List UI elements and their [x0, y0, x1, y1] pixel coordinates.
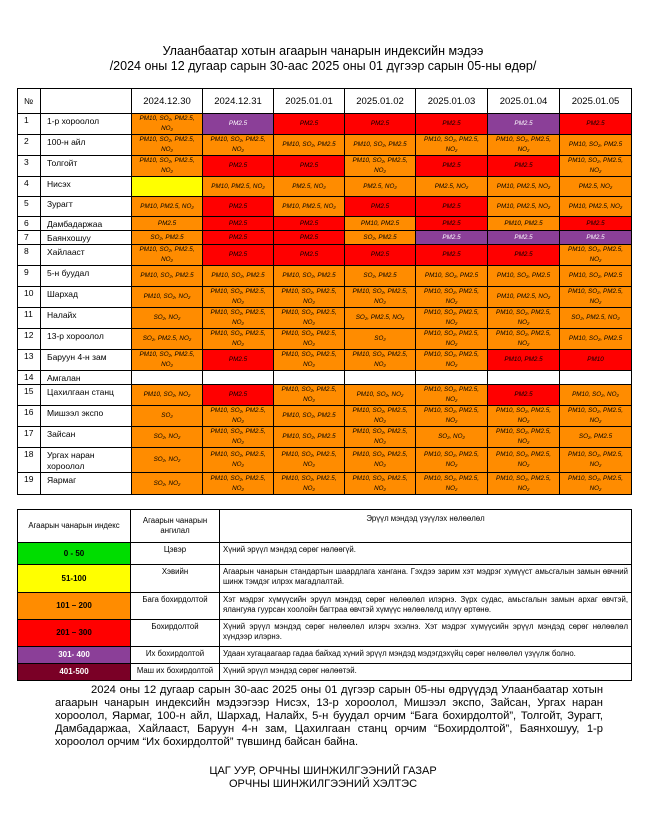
- pollutant-cell: PM10, SO₂, PM2.5: [560, 135, 632, 156]
- pollutant-cell: PM10, PM2.5, NO₂: [488, 177, 560, 197]
- row-number: 16: [18, 406, 41, 427]
- aqi-range: 101 – 200: [18, 593, 131, 620]
- legend-row: [18, 647, 632, 664]
- table-row: [18, 266, 632, 287]
- pollutant-cell: PM10, SO₂, PM2.5: [132, 266, 203, 287]
- pollutant-cell: PM10, SO₂, PM2.5, NO₂: [416, 308, 488, 329]
- pollutant-cell: PM10, SO₂, PM2.5, NO₂: [132, 114, 203, 135]
- pollutant-cell: PM2.5: [416, 231, 488, 245]
- table-row: [18, 156, 632, 177]
- pollutant-cell: PM10, SO₂, PM2.5, NO₂: [416, 287, 488, 308]
- pollutant-cell: PM10, SO₂, PM2.5, NO₂: [416, 473, 488, 495]
- row-number: 4: [18, 177, 41, 197]
- date-header: 2024.12.30: [132, 89, 203, 114]
- pollutant-cell: PM10, SO₂, PM2.5, NO₂: [274, 473, 345, 495]
- pollutant-cell: PM10, SO₂, PM2.5, NO₂: [345, 448, 416, 473]
- pollutant-cell: SO₂, PM2.5: [345, 266, 416, 287]
- row-number: 8: [18, 245, 41, 266]
- row-number: 11: [18, 308, 41, 329]
- summary-paragraph: [55, 684, 603, 749]
- row-number: 9: [18, 266, 41, 287]
- pollutant-cell: PM10, SO₂, PM2.5, NO₂: [488, 308, 560, 329]
- pollutant-cell: PM10, SO₂, PM2.5, NO₂: [416, 135, 488, 156]
- pollutant-cell: PM2.5: [488, 385, 560, 406]
- table-row: [18, 177, 632, 197]
- table-row: [18, 427, 632, 448]
- pollutant-cell: PM10, SO₂, PM2.5, NO₂: [203, 406, 274, 427]
- aqi-range: 51-100: [18, 565, 131, 593]
- pollutant-cell: PM2.5: [345, 114, 416, 135]
- table-row: [18, 231, 632, 245]
- pollutant-cell: PM10, SO₂, PM2.5, NO₂: [203, 135, 274, 156]
- pollutant-cell: PM2.5: [488, 156, 560, 177]
- date-header: 2024.12.31: [203, 89, 274, 114]
- pollutant-cell: SO₂, PM2.5, NO₂: [345, 308, 416, 329]
- pollutant-cell: PM10, PM2.5: [488, 217, 560, 231]
- table-header-row: [18, 89, 632, 114]
- aqi-legend-table: [17, 509, 632, 681]
- pollutant-cell: [132, 177, 203, 197]
- aqi-category: Их бохирдолтой: [131, 647, 220, 664]
- pollutant-cell: PM10, SO₂, PM2.5: [274, 427, 345, 448]
- pollutant-cell: PM10, SO₂, PM2.5: [274, 266, 345, 287]
- aqi-category: Хэвийн: [131, 565, 220, 593]
- pollutant-cell: [345, 371, 416, 385]
- pollutant-cell: PM10, SO₂, PM2.5: [416, 266, 488, 287]
- row-number: 3: [18, 156, 41, 177]
- summary-text: 2024 оны 12 дугаар сарын 30-аас 2025 оны 01 дүгээр сарын 05-ны өдрүүдэд Улаанбаатар хотын агаарын чанарын индексийн мэдээгээр Нисэх, 13-р хороолол, Мишээл экспо, Зайсан, Ургах наран хороолол, Яармаг, 100-н айл, Шархад, Налайх, 5-н буудал орчим “Бага бохирдолтой”, Толгойт, Зурагт, Дамбадаржаа, Хайлааст, Баруун 4-н зам, Цахилгаан станц орчим “Бохирдолтой”, Баянхошуу, 1-р хороолол орчим “Их бохирдолтой” түвшинд байсан байна.: [55, 684, 603, 748]
- table-row: [18, 329, 632, 350]
- pollutant-cell: SO₂, NO₂: [132, 473, 203, 495]
- pollutant-cell: PM2.5: [416, 245, 488, 266]
- pollutant-cell: PM2.5: [203, 245, 274, 266]
- pollutant-cell: PM10, SO₂, NO₂: [132, 385, 203, 406]
- pollutant-cell: PM2.5: [274, 156, 345, 177]
- aqi-range: 301- 400: [18, 647, 131, 664]
- health-effect: Хүний эрүүл мэндэд сөрөг нөлөөгүй.: [220, 543, 632, 565]
- pollutant-cell: PM2.5, NO₂: [416, 177, 488, 197]
- pollutant-cell: PM2.5: [416, 197, 488, 217]
- pollutant-cell: PM10, PM2.5, NO₂: [132, 197, 203, 217]
- pollutant-cell: PM10, SO₂, PM2.5, NO₂: [345, 350, 416, 371]
- station-name: Амгалан: [41, 371, 132, 385]
- pollutant-cell: PM2.5: [345, 197, 416, 217]
- station-name: 5-н буудал: [41, 266, 132, 287]
- pollutant-cell: PM2.5, NO₂: [345, 177, 416, 197]
- pollutant-cell: SO₂, PM2.5: [560, 427, 632, 448]
- pollutant-cell: PM10: [560, 350, 632, 371]
- pollutant-cell: PM2.5: [416, 114, 488, 135]
- table-row: [18, 245, 632, 266]
- pollutant-cell: PM2.5: [488, 245, 560, 266]
- table-row: [18, 448, 632, 473]
- station-name: Мишээл экспо: [41, 406, 132, 427]
- pollutant-cell: PM10, SO₂, PM2.5, NO₂: [203, 427, 274, 448]
- pollutant-cell: [132, 371, 203, 385]
- table-row: [18, 217, 632, 231]
- row-number: 6: [18, 217, 41, 231]
- legend-header-category: Агаарын чанарын ангилал: [131, 510, 220, 543]
- pollutant-cell: PM2.5, NO₂: [560, 177, 632, 197]
- pollutant-cell: [560, 371, 632, 385]
- pollutant-cell: PM10, PM2.5: [488, 350, 560, 371]
- pollutant-cell: PM2.5: [274, 245, 345, 266]
- station-name: Хайлааст: [41, 245, 132, 266]
- footer-agency: ЦАГ УУР, ОРЧНЫ ШИНЖИЛГЭЭНИЙ ГАЗАР: [209, 765, 437, 777]
- pollutant-cell: PM10, SO₂, PM2.5: [345, 135, 416, 156]
- pollutant-cell: PM10, SO₂, PM2.5, NO₂: [274, 287, 345, 308]
- pollutant-cell: PM2.5: [203, 217, 274, 231]
- pollutant-cell: PM2.5: [203, 350, 274, 371]
- pollutant-cell: PM2.5: [560, 114, 632, 135]
- aqi-category: Цэвэр: [131, 543, 220, 565]
- station-name: Баруун 4-н зам: [41, 350, 132, 371]
- station-name: Баянхошуу: [41, 231, 132, 245]
- pollutant-cell: PM10, SO₂, NO₂: [560, 385, 632, 406]
- date-header: 2025.01.05: [560, 89, 632, 114]
- name-header: [41, 89, 132, 114]
- pollutant-cell: PM10, SO₂, PM2.5, NO₂: [203, 448, 274, 473]
- pollutant-cell: PM2.5: [274, 114, 345, 135]
- pollutant-cell: PM2.5: [345, 245, 416, 266]
- pollutant-cell: PM10, SO₂, PM2.5: [560, 329, 632, 350]
- aqi-category: Бага бохирдолтой: [131, 593, 220, 620]
- table-row: [18, 473, 632, 495]
- row-number: 7: [18, 231, 41, 245]
- report-title: [0, 44, 646, 74]
- pollutant-cell: PM10, SO₂, PM2.5, NO₂: [345, 156, 416, 177]
- pollutant-cell: PM2.5: [274, 217, 345, 231]
- row-number: 10: [18, 287, 41, 308]
- pollutant-cell: PM10, SO₂, PM2.5, NO₂: [274, 385, 345, 406]
- pollutant-cell: PM10, SO₂, PM2.5, NO₂: [274, 350, 345, 371]
- pollutant-cell: [488, 371, 560, 385]
- health-effect: Агаарын чанарын стандартын шаардлага хангана. Гэхдээ зарим хэт мэдрэг хүмүүст амьсгалын замын өвчний шинж тэмдэг илрэх магадлалтай.: [220, 565, 632, 593]
- pollutant-cell: PM10, SO₂, PM2.5, NO₂: [274, 448, 345, 473]
- pollutant-cell: PM10, SO₂, PM2.5, NO₂: [132, 156, 203, 177]
- pollutant-cell: PM2.5: [560, 231, 632, 245]
- pollutant-cell: PM10, SO₂, PM2.5, NO₂: [274, 308, 345, 329]
- pollutant-cell: PM10, SO₂, PM2.5, NO₂: [132, 245, 203, 266]
- pollutant-cell: SO₂: [132, 406, 203, 427]
- pollutant-cell: PM10, SO₂, PM2.5, NO₂: [560, 156, 632, 177]
- pollutant-cell: PM2.5, NO₂: [274, 177, 345, 197]
- station-name: 100-н айл: [41, 135, 132, 156]
- pollutant-cell: PM2.5: [203, 197, 274, 217]
- pollutant-cell: PM10, SO₂, NO₂: [132, 287, 203, 308]
- pollutant-cell: PM10, SO₂, PM2.5, NO₂: [488, 135, 560, 156]
- station-name: Ургах наран хороолол: [41, 448, 132, 473]
- table-row: [18, 371, 632, 385]
- station-name: Зайсан: [41, 427, 132, 448]
- legend-header-effect: Эрүүл мэндэд үзүүлэх нөлөөлөл: [220, 510, 632, 543]
- pollutant-cell: PM10, SO₂, PM2.5, NO₂: [132, 135, 203, 156]
- pollutant-cell: PM10, SO₂, PM2.5, NO₂: [345, 406, 416, 427]
- pollutant-cell: PM10, SO₂, PM2.5: [560, 266, 632, 287]
- legend-row: [18, 543, 632, 565]
- pollutant-cell: PM10, PM2.5, NO₂: [274, 197, 345, 217]
- legend-row: [18, 565, 632, 593]
- legend-row: [18, 620, 632, 647]
- air-quality-table: [17, 88, 632, 495]
- pollutant-cell: PM2.5: [203, 231, 274, 245]
- pollutant-cell: PM10, SO₂, PM2.5, NO₂: [488, 329, 560, 350]
- pollutant-cell: PM10, SO₂, PM2.5, NO₂: [345, 287, 416, 308]
- row-number: 15: [18, 385, 41, 406]
- date-header: 2025.01.02: [345, 89, 416, 114]
- pollutant-cell: SO₂, NO₂: [132, 448, 203, 473]
- aqi-category: Бохирдолтой: [131, 620, 220, 647]
- aqi-range: 201 – 300: [18, 620, 131, 647]
- pollutant-cell: PM10, SO₂, PM2.5: [274, 406, 345, 427]
- pollutant-cell: PM10, SO₂, PM2.5, NO₂: [416, 406, 488, 427]
- row-number: 5: [18, 197, 41, 217]
- footer: [0, 765, 646, 791]
- report-title-line1: Улаанбаатар хотын агаарын чанарын индексийн мэдээ: [162, 44, 484, 58]
- pollutant-cell: PM10, PM2.5, NO₂: [203, 177, 274, 197]
- pollutant-cell: PM10, SO₂, PM2.5: [203, 266, 274, 287]
- row-number: 12: [18, 329, 41, 350]
- row-number: 2: [18, 135, 41, 156]
- pollutant-cell: SO₂: [345, 329, 416, 350]
- pollutant-cell: PM10, SO₂, PM2.5, NO₂: [416, 350, 488, 371]
- pollutant-cell: PM10, SO₂, PM2.5, NO₂: [560, 448, 632, 473]
- table-row: [18, 406, 632, 427]
- pollutant-cell: PM10, SO₂, PM2.5, NO₂: [560, 287, 632, 308]
- station-name: Нисэх: [41, 177, 132, 197]
- row-number: 18: [18, 448, 41, 473]
- pollutant-cell: PM10, SO₂, PM2.5, NO₂: [488, 427, 560, 448]
- station-name: Дамбадаржаа: [41, 217, 132, 231]
- date-header: 2025.01.04: [488, 89, 560, 114]
- pollutant-cell: SO₂, NO₂: [132, 427, 203, 448]
- pollutant-cell: PM10, PM2.5: [345, 217, 416, 231]
- legend-header-row: [18, 510, 632, 543]
- row-number: 14: [18, 371, 41, 385]
- row-number: 19: [18, 473, 41, 495]
- date-header: 2025.01.03: [416, 89, 488, 114]
- health-effect: Хэт мэдрэг хүмүүсийн эрүүл мэндэд сөрөг нөлөөлөл илэрнэ. Зүрх судас, амьсгалын замын архаг өвчтэй, ялангуяа гуурсан хоолойн багтраа өвчтэй хүмүүс нөлөөлөлд илүү өртөнө.: [220, 593, 632, 620]
- pollutant-cell: PM10, SO₂, PM2.5, NO₂: [416, 448, 488, 473]
- pollutant-cell: SO₂, PM2.5, NO₂: [560, 308, 632, 329]
- health-effect: Хүний эрүүл мэндэд сөрөг нөлөөтэй.: [220, 664, 632, 681]
- pollutant-cell: SO₂, NO₂: [132, 308, 203, 329]
- footer-department: ОРЧНЫ ШИНЖИЛГЭЭНИЙ ХЭЛТЭС: [228, 778, 418, 790]
- pollutant-cell: PM10, SO₂, NO₂: [345, 385, 416, 406]
- station-name: 1-р хороолол: [41, 114, 132, 135]
- table-row: [18, 287, 632, 308]
- pollutant-cell: PM2.5: [416, 217, 488, 231]
- pollutant-cell: PM2.5: [416, 156, 488, 177]
- pollutant-cell: PM10, SO₂, PM2.5: [488, 266, 560, 287]
- pollutant-cell: PM2.5: [203, 385, 274, 406]
- station-name: Шархад: [41, 287, 132, 308]
- pollutant-cell: PM10, SO₂, PM2.5, NO₂: [274, 329, 345, 350]
- pollutant-cell: PM2.5: [132, 217, 203, 231]
- table-row: [18, 385, 632, 406]
- pollutant-cell: PM10, PM2.5, NO₂: [560, 197, 632, 217]
- pollutant-cell: PM10, SO₂, PM2.5, NO₂: [488, 448, 560, 473]
- pollutant-cell: PM10, SO₂, PM2.5, NO₂: [203, 329, 274, 350]
- pollutant-cell: PM2.5: [203, 156, 274, 177]
- row-number: 1: [18, 114, 41, 135]
- pollutant-cell: PM10, SO₂, PM2.5, NO₂: [560, 406, 632, 427]
- pollutant-cell: PM10, SO₂, PM2.5, NO₂: [560, 245, 632, 266]
- pollutant-cell: PM10, SO₂, PM2.5, NO₂: [345, 473, 416, 495]
- pollutant-cell: PM10, SO₂, PM2.5, NO₂: [203, 287, 274, 308]
- row-number: 13: [18, 350, 41, 371]
- table-row: [18, 197, 632, 217]
- date-header: 2025.01.01: [274, 89, 345, 114]
- aqi-range: 0 - 50: [18, 543, 131, 565]
- station-name: Зурагт: [41, 197, 132, 217]
- table-row: [18, 135, 632, 156]
- pollutant-cell: PM10, SO₂, PM2.5, NO₂: [203, 473, 274, 495]
- legend-header-index: Агаарын чанарын индекс: [18, 510, 131, 543]
- station-name: Цахилгаан станц: [41, 385, 132, 406]
- report-title-line2: /2024 оны 12 дугаар сарын 30-аас 2025 оны 01 дүгээр сарын 05-ны өдөр/: [109, 59, 537, 73]
- num-header: №: [18, 89, 41, 114]
- station-name: Налайх: [41, 308, 132, 329]
- pollutant-cell: [203, 371, 274, 385]
- station-name: Толгойт: [41, 156, 132, 177]
- pollutant-cell: PM10, SO₂, PM2.5, NO₂: [560, 473, 632, 495]
- pollutant-cell: PM2.5: [274, 231, 345, 245]
- pollutant-cell: PM10, PM2.5, NO₂: [488, 197, 560, 217]
- table-row: [18, 308, 632, 329]
- pollutant-cell: PM10, SO₂, PM2.5, NO₂: [203, 308, 274, 329]
- pollutant-cell: PM10, SO₂, PM2.5, NO₂: [416, 385, 488, 406]
- table-row: [18, 350, 632, 371]
- pollutant-cell: SO₂, PM2.5: [345, 231, 416, 245]
- pollutant-cell: [416, 371, 488, 385]
- pollutant-cell: SO₂, NO₂: [416, 427, 488, 448]
- pollutant-cell: SO₂, PM2.5: [132, 231, 203, 245]
- pollutant-cell: PM2.5: [488, 114, 560, 135]
- pollutant-cell: PM10, PM2.5, NO₂: [488, 287, 560, 308]
- pollutant-cell: PM10, SO₂, PM2.5: [274, 135, 345, 156]
- pollutant-cell: PM2.5: [488, 231, 560, 245]
- pollutant-cell: SO₂, PM2.5, NO₂: [132, 329, 203, 350]
- aqi-range: 401-500: [18, 664, 131, 681]
- table-row: [18, 114, 632, 135]
- pollutant-cell: PM10, SO₂, PM2.5, NO₂: [488, 406, 560, 427]
- legend-row: [18, 664, 632, 681]
- pollutant-cell: [274, 371, 345, 385]
- health-effect: Хүний эрүүл мэндэд сөрөг нөлөөлөл илэрч эхэлнэ. Хэт мэдрэг хүмүүсийн эрүүл мэндэд сөрөг нөлөөлөл хүндээр илэрнэ.: [220, 620, 632, 647]
- station-name: 13-р хороолол: [41, 329, 132, 350]
- pollutant-cell: PM10, SO₂, PM2.5, NO₂: [488, 473, 560, 495]
- pollutant-cell: PM2.5: [203, 114, 274, 135]
- station-name: Яармаг: [41, 473, 132, 495]
- pollutant-cell: PM10, SO₂, PM2.5, NO₂: [416, 329, 488, 350]
- health-effect: Удаан хугацаагаар гадаа байхад хүний эрүүл мэндэд мэдэгдэхүйц сөрөг нөлөөлөл үзүүлж болно.: [220, 647, 632, 664]
- pollutant-cell: PM10, SO₂, PM2.5, NO₂: [132, 350, 203, 371]
- aqi-category: Маш их бохирдолтой: [131, 664, 220, 681]
- pollutant-cell: PM2.5: [560, 217, 632, 231]
- row-number: 17: [18, 427, 41, 448]
- legend-row: [18, 593, 632, 620]
- pollutant-cell: PM10, SO₂, PM2.5, NO₂: [345, 427, 416, 448]
